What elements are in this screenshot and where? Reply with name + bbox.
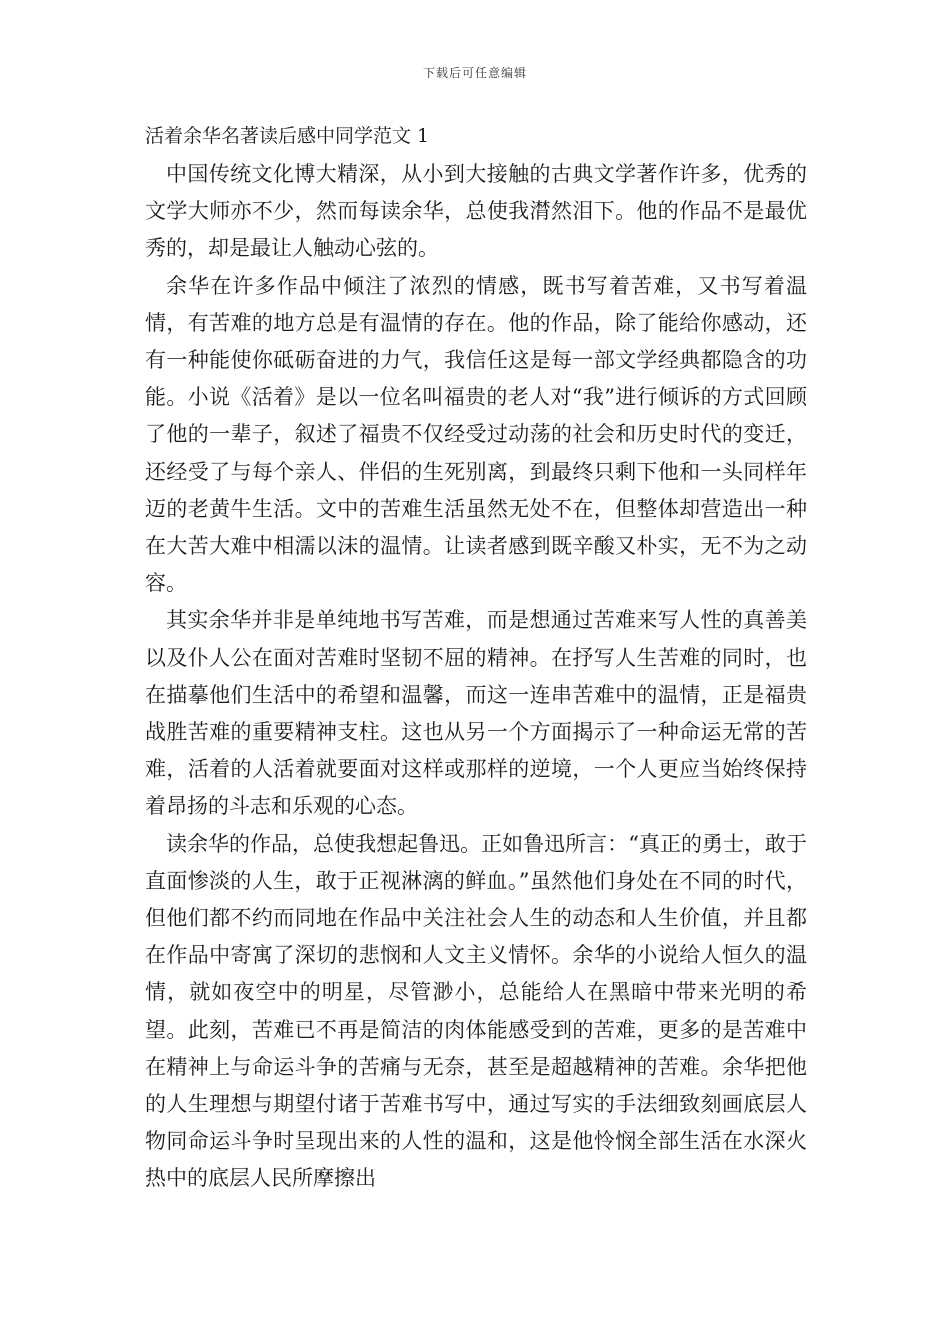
paragraph-3: 其实余华并非是单纯地书写苦难，而是想通过苦难来写人性的真善美以及仆人公在面对苦难时坚韧不屈的精神。在抒写人生苦难的同时，也在描摹他们生活中的希望和温馨，而这一连串苦难中的温情，正是福贵战胜苦难的重要精神支柱。这也从另一个方面揭示了一种命运无常的苦难，活着的人活着就要面对这样或那样的逆境，一个人更应当始终保持着昂扬的斗志和乐观的心态。 (145, 608, 807, 819)
paragraph-4: 读余华的作品，总使我想起鲁迅。正如鲁迅所言：“真正的勇士，敢于直面惨淡的人生，敢于正视淋漓的鲜血。”虽然他们身处在不同的时代，但他们都不约而同地在作品中关注社会人生的动态和人生价值，并且都在作品中寄寓了深切的悲悯和人文主义情怀。余华的小说给人恒久的温情，就如夜空中的明星，尽管渺小，总能给人在黑暗中带来光明的希望。此刻，苦难已不再是简洁的肉体能感受到的苦难，更多的是苦难中在精神上与命运斗争的苦痛与无奈，甚至是超越精神的苦难。余华把他的人生理想与期望付诸于苦难书写中，通过写实的手法细致刻画底层人物同命运斗争时呈现出来的人性的温和，这是他怜悯全部生活在水深火热中的底层人民所摩擦出 (145, 831, 807, 1191)
paragraph-2: 余华在许多作品中倾注了浓烈的情感，既书写着苦难，又书写着温情，有苦难的地方总是有温情的存在。他的作品，除了能给你感动，还有一种能使你砥砺奋进的力气，我信任这是每一部文学经典都隐含的功能。小说《活着》是以一位名叫福贵的老人对“我”进行倾诉的方式回顾了他的一辈子，叙述了福贵不仅经受过动荡的社会和历史时代的变迁，还经受了与每个亲人、伴侣的生死别离，到最终只剩下他和一头同样年迈的老黄牛生活。文中的苦难生活虽然无处不在，但整体却营造出一种在大苦大难中相濡以沫的温情。让读者感到既辛酸又朴实，无不为之动容。 (145, 273, 807, 596)
download-note: 下载后可任意编辑 (422, 66, 527, 80)
document-body (145, 156, 807, 1198)
paragraph-1: 中国传统文化博大精深，从小到大接触的古典文学著作许多，优秀的文学大师亦不少，然而每读余华，总使我潸然泪下。他的作品不是最优秀的，却是最让人触动心弦的。 (145, 162, 807, 261)
document-title: 活着余华名著读后感中同学范文 1 (145, 125, 430, 147)
